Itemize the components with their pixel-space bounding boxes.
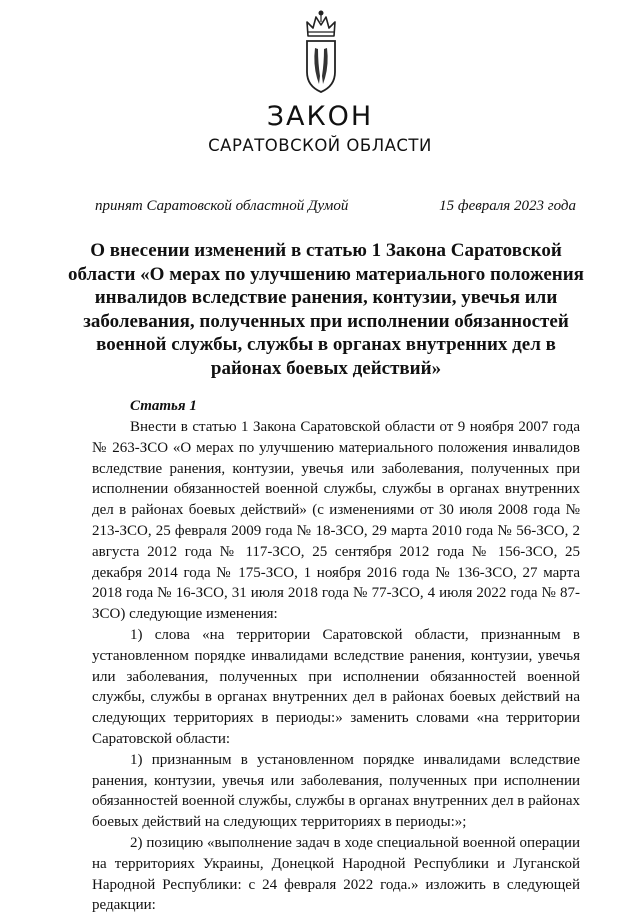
law-region: САРАТОВСКОЙ ОБЛАСТИ	[208, 136, 432, 155]
adopted-by: принят Саратовской областной Думой	[95, 198, 349, 214]
article-heading: Статья 1	[130, 398, 197, 414]
article-paragraph: 2) позицию «выполнение задач в ходе специальной военной операции на территориях Украины, Донецкой Народной Республики и Луганской Народной Республики: с 24 февраля 2022 года.» изложить в следующей редакции:	[92, 834, 580, 914]
adopted-date: 15 февраля 2023 года	[439, 198, 576, 214]
law-title: ЗАКОН	[266, 101, 374, 132]
coat-of-arms-icon	[301, 8, 341, 96]
article-paragraph: 1) слова «на территории Саратовской области, признанным в установленном порядке инвалидами вследствие ранения, контузии, увечья или заболевания, полученных при исполнении обязанностей военной службы, службы в органах внутренних дел в районах боевых действий на следующих территориях в периоды:» заменить словами «на территории Саратовской области:	[92, 626, 580, 747]
article-paragraph: Внести в статью 1 Закона Саратовской области от 9 ноября 2007 года № 263-ЗСО «О мерах по улучшению материального положения инвалидов вследствие ранения, контузии, увечья или заболевания, полученных при исполнении обязанностей военной службы, службы в органах внутренних дел в районах боевых действий» (с изменениями от 30 июля 2008 года № 213-ЗСО, 25 февраля 2009 года № 18-ЗСО, 29 марта 2010 года № 56-ЗСО, 2 августа 2012 года № 117-ЗСО, 25 сентября 2012 года № 156-ЗСО, 25 декабря 2014 года № 175-ЗСО, 1 ноября 2016 года № 136-ЗСО, 27 марта 2018 года № 16-ЗСО, 31 июля 2018 года № 77-ЗСО, 4 июля 2022 года № 87-ЗСО) следующие изменения:	[92, 419, 580, 623]
article-body	[92, 396, 580, 916]
document-heading: О внесении изменений в статью 1 Закона Саратовской области «О мерах по улучшению материального положения инвалидов вследствие ранения, контузии, увечья или заболевания, полученных при исполнении обязанностей военной службы, службы в органах внутренних дел в районах боевых действий»	[68, 240, 584, 379]
article-paragraph: 1) признанным в установленном порядке инвалидами вследствие ранения, контузии, увечья или заболевания, полученных при исполнении обязанностей военной службы, службы в органах внутренних дел в районах боевых действий на следующих территориях в периоды:»;	[92, 751, 581, 831]
